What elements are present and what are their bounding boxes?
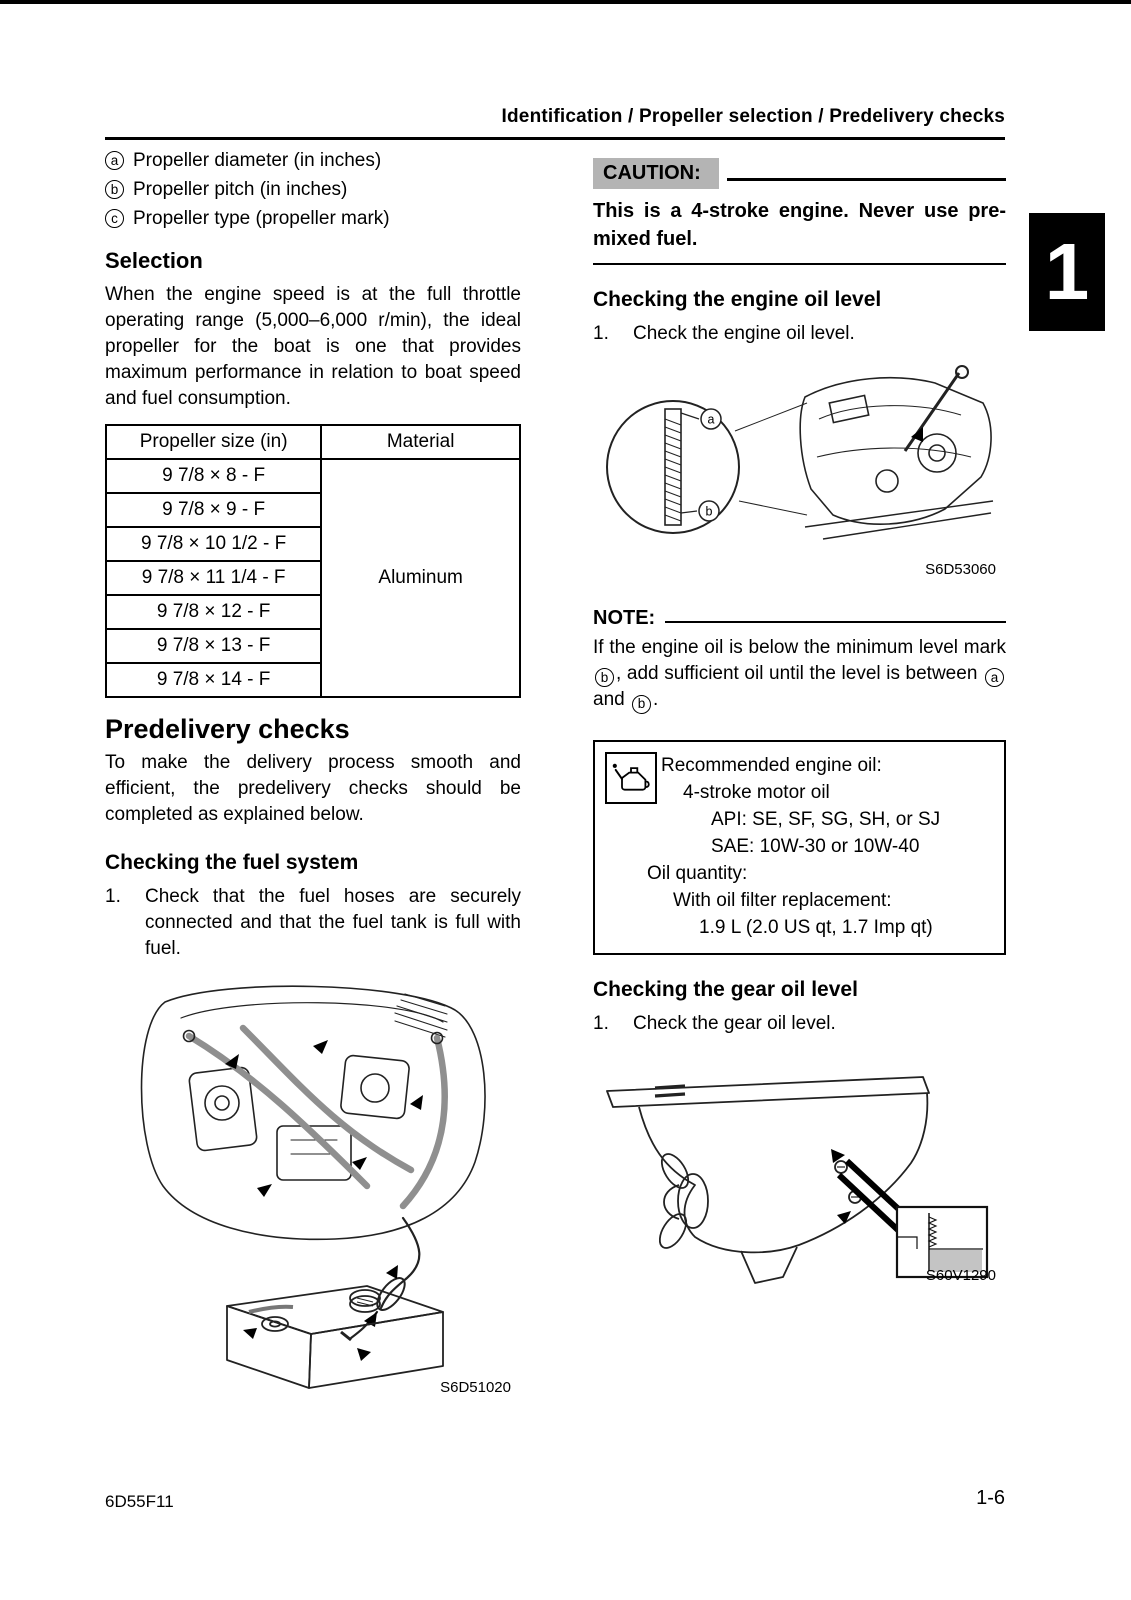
table-cell-size: 9 7/8 × 12 - F [106, 595, 321, 629]
engine-oil-figure [593, 361, 1006, 583]
fuel-tank [227, 1286, 443, 1388]
figure-code: S6D51020 [440, 1379, 511, 1396]
scan-edge [0, 0, 1131, 4]
selection-heading: Selection [105, 248, 203, 273]
table-cell-size: 9 7/8 × 10 1/2 - F [106, 527, 321, 561]
marker-a-icon: a [985, 668, 1004, 687]
step-text: Check the engine oil level. [633, 323, 855, 344]
marker-b-icon: b [105, 180, 124, 199]
legend-text: Propeller pitch (in inches) [133, 179, 348, 200]
caution-label: CAUTION: [593, 158, 719, 189]
engine-side-view [800, 366, 993, 539]
step-text: Check that the fuel hoses are securely connected and that the fuel tank is full with fuel. [145, 886, 521, 959]
page-header: Identification / Propeller selection / Predelivery checks [501, 106, 1005, 127]
note-text-part: , add sufficient oil until the level is between [616, 663, 983, 684]
table-cell-size: 9 7/8 × 8 - F [106, 459, 321, 493]
note-text-part: and [593, 689, 630, 711]
caution-text: This is a 4-stroke engine. Never use pre-mixed fuel. [593, 197, 1006, 265]
gear-oil-heading: Checking the gear oil level [593, 977, 858, 1001]
note-rule [665, 621, 1006, 624]
caution-rule [727, 178, 1006, 181]
figure-code: S6D53060 [925, 561, 996, 578]
predelivery-paragraph: To make the delivery process smooth and efficient, the predelivery checks should be completed as explained below. [105, 752, 521, 825]
step-number: 1. [593, 1012, 609, 1034]
spec-line: SAE: 10W-30 or 10W-40 [711, 835, 920, 857]
fuel-system-illustration [105, 976, 521, 1401]
marker-a-icon: a [105, 151, 124, 170]
dipstick-marker-b: b [705, 504, 713, 519]
note-text [593, 635, 1006, 714]
note-label: NOTE: [593, 607, 656, 629]
legend-item [105, 148, 521, 174]
fuel-system-step [105, 884, 521, 962]
gear-oil-illustration [593, 1051, 998, 1289]
legend-text: Propeller type (propeller mark) [133, 208, 390, 229]
propeller-size-table [105, 424, 521, 698]
oil-spec-box [593, 740, 1006, 955]
caution-block [593, 158, 1006, 265]
table-cell-size: 9 7/8 × 14 - F [106, 663, 321, 697]
spec-line: 1.9 L (2.0 US qt, 1.7 Imp qt) [699, 916, 933, 938]
table-cell-size: 9 7/8 × 13 - F [106, 629, 321, 663]
legend-item [105, 177, 521, 203]
engine-top-view [142, 986, 486, 1338]
propeller-hub [678, 1174, 708, 1228]
note-text-part: . [652, 689, 659, 711]
predelivery-heading: Predelivery checks [105, 714, 350, 744]
step-number: 1. [105, 886, 121, 907]
legend-item [105, 206, 521, 232]
oil-can-icon [605, 752, 657, 804]
page-number: 1-6 [976, 1487, 1005, 1509]
chapter-tab: 1 [1029, 213, 1105, 331]
spec-line: Recommended engine oil: [661, 754, 882, 776]
gear-oil-step [593, 1011, 1006, 1037]
lower-unit [607, 1077, 929, 1283]
spec-line: API: SE, SF, SG, SH, or SJ [711, 808, 941, 830]
engine-oil-heading: Checking the engine oil level [593, 288, 882, 311]
gear-oil-figure [593, 1051, 1006, 1289]
fuel-system-heading: Checking the fuel system [105, 851, 359, 874]
footer-document-code: 6D55F11 [105, 1492, 174, 1511]
engine-oil-step [593, 321, 1006, 347]
step-text: Check the gear oil level. [633, 1012, 836, 1034]
callout-arrows [225, 1040, 423, 1361]
marker-c-icon: c [105, 209, 124, 228]
table-cell-size: 9 7/8 × 9 - F [106, 493, 321, 527]
step-number: 1. [593, 323, 609, 344]
dipstick-marker-a: a [707, 412, 715, 427]
legend-text: Propeller diameter (in inches) [133, 150, 382, 171]
spec-line: 4-stroke motor oil [683, 781, 830, 803]
fuel-system-figure [105, 976, 521, 1401]
note-text-part: If the engine oil is below the minimum level mark [593, 637, 1006, 658]
table-header-material: Material [321, 425, 520, 459]
selection-paragraph: When the engine speed is at the full throttle operating range (5,000–6,000 r/min), the ideal propeller for the boat is one that provides maximum performance in relation to boat speed and fuel consumption. [105, 284, 521, 409]
header-rule [105, 137, 1005, 140]
note-block [593, 605, 1006, 631]
spec-line: Oil quantity: [647, 862, 748, 884]
table-cell-size: 9 7/8 × 11 1/4 - F [106, 561, 321, 595]
engine-oil-illustration [593, 361, 1006, 583]
marker-b-icon: b [595, 668, 614, 687]
table-cell-material: Aluminum [321, 459, 520, 697]
left-column [105, 148, 521, 1401]
marker-b-icon: b [632, 695, 651, 714]
table-header-size: Propeller size (in) [106, 425, 321, 459]
right-column [593, 158, 1006, 1289]
spec-line: With oil filter replacement: [673, 889, 892, 911]
figure-code: S60V1290 [925, 1266, 996, 1284]
